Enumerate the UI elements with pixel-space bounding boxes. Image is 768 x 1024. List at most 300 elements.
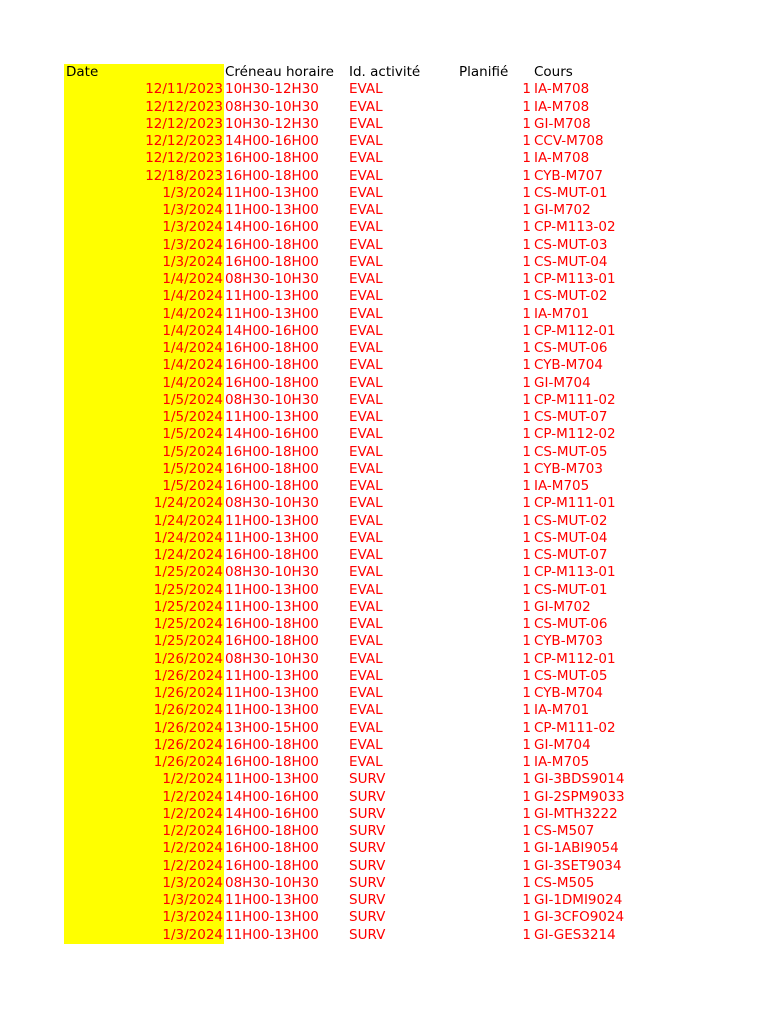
- table-row: [64, 909, 644, 926]
- cell-activite[interactable]: SURV: [349, 788, 386, 805]
- cell-planifie[interactable]: 1: [522, 616, 531, 632]
- cell-cours[interactable]: CP-M112-01: [534, 650, 616, 667]
- table-row: [64, 530, 644, 547]
- cell-cours[interactable]: IA-M708: [534, 150, 590, 167]
- cell-activite[interactable]: EVAL: [349, 374, 383, 391]
- table-row: [64, 392, 644, 409]
- cell-planifie[interactable]: 1: [522, 495, 531, 512]
- cell-activite[interactable]: EVAL: [349, 754, 383, 770]
- cell-planifie[interactable]: 1: [522, 685, 531, 701]
- cell-cours[interactable]: CS-MUT-04: [534, 529, 608, 546]
- cell-activite[interactable]: EVAL: [349, 667, 383, 684]
- cell-planifie[interactable]: 1: [522, 892, 531, 908]
- header-creneau[interactable]: Créneau horaire: [225, 64, 334, 80]
- cell-cours[interactable]: GI-3BDS9014: [534, 771, 625, 788]
- cell-planifie[interactable]: 1: [522, 719, 531, 736]
- cell-cours[interactable]: GI-3CFO9024: [534, 909, 625, 926]
- cell-planifie[interactable]: 1: [522, 426, 531, 443]
- cell-activite[interactable]: EVAL: [349, 702, 383, 719]
- table-row: [64, 271, 644, 288]
- cell-creneau[interactable]: 16H00-18H00: [225, 236, 319, 253]
- cell-planifie[interactable]: 1: [522, 322, 531, 339]
- cell-cours[interactable]: GI-M704: [534, 736, 591, 753]
- table-row: [64, 702, 644, 719]
- cell-date[interactable]: 1/5/2024: [64, 409, 224, 426]
- cell-planifie[interactable]: 1: [522, 184, 531, 201]
- cell-activite[interactable]: EVAL: [349, 340, 383, 356]
- cell-date[interactable]: 1/24/2024: [64, 530, 224, 547]
- cell-activite[interactable]: EVAL: [349, 357, 383, 374]
- cell-activite[interactable]: EVAL: [349, 616, 383, 632]
- cell-planifie[interactable]: 1: [522, 357, 531, 374]
- cell-activite[interactable]: EVAL: [349, 650, 383, 667]
- cell-date[interactable]: 12/11/2023: [64, 81, 224, 98]
- cell-planifie[interactable]: 1: [522, 460, 531, 477]
- cell-planifie[interactable]: 1: [522, 219, 531, 236]
- cell-creneau[interactable]: 14H00-16H00: [225, 788, 319, 805]
- cell-date[interactable]: 12/12/2023: [64, 133, 224, 150]
- cell-activite[interactable]: EVAL: [349, 271, 383, 287]
- cell-creneau[interactable]: 14H00-16H00: [225, 322, 319, 339]
- cell-activite[interactable]: EVAL: [349, 409, 383, 425]
- cell-cours[interactable]: CYB-M704: [534, 357, 603, 374]
- cell-date[interactable]: 1/26/2024: [64, 668, 224, 685]
- cell-creneau[interactable]: 14H00-16H00: [225, 805, 319, 822]
- cell-creneau[interactable]: 16H00-18H00: [225, 633, 319, 650]
- cell-cours[interactable]: IA-M705: [534, 754, 590, 770]
- cell-date[interactable]: 1/26/2024: [64, 702, 224, 719]
- cell-cours[interactable]: CP-M113-02: [534, 219, 616, 236]
- cell-creneau[interactable]: 11H00-13H00: [225, 771, 319, 788]
- cell-cours[interactable]: CS-MUT-01: [534, 184, 608, 201]
- header-date[interactable]: Date: [64, 64, 224, 81]
- cell-creneau[interactable]: 11H00-13H00: [225, 202, 319, 218]
- cell-planifie[interactable]: 1: [522, 340, 531, 356]
- cell-date[interactable]: 1/3/2024: [64, 254, 224, 271]
- cell-creneau[interactable]: 14H00-16H00: [225, 219, 319, 236]
- cell-creneau[interactable]: 16H00-18H00: [225, 150, 319, 167]
- cell-creneau[interactable]: 16H00-18H00: [225, 823, 319, 839]
- cell-date[interactable]: 1/2/2024: [64, 771, 224, 788]
- table-row: [64, 340, 644, 357]
- cell-cours[interactable]: CS-MUT-05: [534, 667, 608, 684]
- cell-cours[interactable]: CS-MUT-05: [534, 443, 608, 460]
- cell-cours[interactable]: GI-M702: [534, 598, 591, 615]
- cell-cours[interactable]: IA-M701: [534, 702, 590, 719]
- cell-date[interactable]: 1/25/2024: [64, 582, 224, 599]
- table-row: [64, 426, 644, 443]
- table-row: [64, 582, 644, 599]
- cell-activite[interactable]: EVAL: [349, 564, 383, 581]
- cell-cours[interactable]: CS-M505: [534, 874, 595, 891]
- cell-activite[interactable]: EVAL: [349, 167, 383, 184]
- cell-creneau[interactable]: 16H00-18H00: [225, 616, 319, 632]
- cell-cours[interactable]: CYB-M703: [534, 633, 603, 650]
- cell-date[interactable]: 1/3/2024: [64, 202, 224, 219]
- cell-date[interactable]: 1/4/2024: [64, 357, 224, 374]
- table-row: [64, 461, 644, 478]
- cell-activite[interactable]: EVAL: [349, 529, 383, 546]
- cell-date[interactable]: 1/2/2024: [64, 789, 224, 806]
- table-row: [64, 720, 644, 737]
- cell-date[interactable]: 1/3/2024: [64, 237, 224, 254]
- cell-date[interactable]: 1/5/2024: [64, 392, 224, 409]
- cell-activite[interactable]: SURV: [349, 771, 386, 788]
- cell-date[interactable]: 1/3/2024: [64, 892, 224, 909]
- cell-creneau[interactable]: 11H00-13H00: [225, 598, 319, 615]
- cell-cours[interactable]: GI-MTH3222: [534, 805, 618, 822]
- header-activite[interactable]: Id. activité: [349, 64, 421, 80]
- cell-date[interactable]: 12/12/2023: [64, 116, 224, 133]
- cell-creneau[interactable]: 11H00-13H00: [225, 184, 319, 201]
- cell-cours[interactable]: CS-MUT-07: [534, 409, 608, 425]
- cell-planifie[interactable]: 1: [522, 288, 531, 305]
- cell-cours[interactable]: GI-M702: [534, 202, 591, 218]
- cell-creneau[interactable]: 11H00-13H00: [225, 409, 319, 425]
- cell-cours[interactable]: GI-1DMI9024: [534, 892, 623, 908]
- table-row: [64, 789, 644, 806]
- cell-planifie[interactable]: 1: [522, 788, 531, 805]
- cell-activite[interactable]: EVAL: [349, 98, 383, 115]
- cell-cours[interactable]: CP-M111-01: [534, 495, 616, 512]
- cell-cours[interactable]: GI-M704: [534, 374, 591, 391]
- cell-activite[interactable]: SURV: [349, 805, 386, 822]
- cell-activite[interactable]: SURV: [349, 892, 386, 908]
- cell-cours[interactable]: IA-M705: [534, 478, 590, 494]
- cell-planifie[interactable]: 1: [522, 115, 531, 132]
- cell-creneau[interactable]: 14H00-16H00: [225, 426, 319, 443]
- cell-planifie[interactable]: 1: [522, 391, 531, 408]
- cell-planifie[interactable]: 1: [522, 805, 531, 822]
- cell-date[interactable]: 1/3/2024: [64, 927, 224, 944]
- cell-cours[interactable]: CYB-M703: [534, 460, 603, 477]
- cell-date[interactable]: 12/12/2023: [64, 99, 224, 116]
- cell-planifie[interactable]: 1: [522, 564, 531, 581]
- cell-creneau[interactable]: 13H00-15H00: [225, 719, 319, 736]
- cell-creneau[interactable]: 10H30-12H30: [225, 81, 319, 98]
- table-row: [64, 547, 644, 564]
- cell-cours[interactable]: CP-M111-02: [534, 391, 616, 408]
- cell-creneau[interactable]: 11H00-13H00: [225, 288, 319, 305]
- cell-cours[interactable]: CS-MUT-01: [534, 581, 608, 598]
- cell-cours[interactable]: GI-3SET9034: [534, 857, 622, 874]
- cell-planifie[interactable]: 1: [522, 857, 531, 874]
- cell-creneau[interactable]: 16H00-18H00: [225, 754, 319, 770]
- cell-cours[interactable]: IA-M708: [534, 98, 590, 115]
- cell-creneau[interactable]: 16H00-18H00: [225, 736, 319, 753]
- cell-activite[interactable]: EVAL: [349, 253, 383, 270]
- cell-activite[interactable]: EVAL: [349, 495, 383, 512]
- table-row: [64, 202, 644, 219]
- cell-creneau[interactable]: 08H30-10H30: [225, 650, 319, 667]
- cell-date[interactable]: 1/4/2024: [64, 271, 224, 288]
- table-row: [64, 564, 644, 581]
- cell-creneau[interactable]: 11H00-13H00: [225, 892, 319, 908]
- cell-activite[interactable]: EVAL: [349, 184, 383, 201]
- cell-activite[interactable]: EVAL: [349, 426, 383, 443]
- cell-creneau[interactable]: 11H00-13H00: [225, 909, 319, 926]
- table-row: [64, 892, 644, 909]
- cell-cours[interactable]: CS-M507: [534, 823, 595, 839]
- cell-planifie[interactable]: 1: [522, 754, 531, 770]
- cell-date[interactable]: 1/24/2024: [64, 495, 224, 512]
- cell-date[interactable]: 1/25/2024: [64, 616, 224, 633]
- cell-activite[interactable]: SURV: [349, 926, 386, 943]
- cell-creneau[interactable]: 08H30-10H30: [225, 874, 319, 891]
- cell-creneau[interactable]: 11H00-13H00: [225, 305, 319, 322]
- cell-date[interactable]: 1/4/2024: [64, 288, 224, 305]
- cell-date[interactable]: 1/2/2024: [64, 806, 224, 823]
- cell-date[interactable]: 1/4/2024: [64, 323, 224, 340]
- cell-date[interactable]: 1/5/2024: [64, 461, 224, 478]
- cell-planifie[interactable]: 1: [522, 840, 531, 857]
- cell-planifie[interactable]: 1: [522, 771, 531, 788]
- cell-date[interactable]: 1/3/2024: [64, 219, 224, 236]
- table-row: [64, 599, 644, 616]
- cell-planifie[interactable]: 1: [522, 512, 531, 529]
- cell-activite[interactable]: EVAL: [349, 115, 383, 132]
- cell-planifie[interactable]: 1: [522, 150, 531, 167]
- cell-creneau[interactable]: 11H00-13H00: [225, 702, 319, 719]
- cell-planifie[interactable]: 1: [522, 736, 531, 753]
- cell-date[interactable]: 1/25/2024: [64, 633, 224, 650]
- table-row: [64, 633, 644, 650]
- cell-cours[interactable]: CS-MUT-02: [534, 288, 608, 305]
- cell-creneau[interactable]: 08H30-10H30: [225, 391, 319, 408]
- table-row: [64, 513, 644, 530]
- cell-date[interactable]: 1/4/2024: [64, 340, 224, 357]
- cell-activite[interactable]: EVAL: [349, 443, 383, 460]
- cell-planifie[interactable]: 1: [522, 702, 531, 719]
- cell-activite[interactable]: EVAL: [349, 736, 383, 753]
- table-row: [64, 116, 644, 133]
- table-row: [64, 737, 644, 754]
- cell-cours[interactable]: CP-M111-02: [534, 719, 616, 736]
- cell-planifie[interactable]: 1: [522, 633, 531, 650]
- cell-planifie[interactable]: 1: [522, 98, 531, 115]
- cell-creneau[interactable]: 14H00-16H00: [225, 133, 319, 149]
- cell-date[interactable]: 1/2/2024: [64, 823, 224, 840]
- cell-cours[interactable]: CCV-M708: [534, 133, 604, 149]
- cell-cours[interactable]: CS-MUT-02: [534, 512, 608, 529]
- cell-planifie[interactable]: 1: [522, 409, 531, 425]
- cell-creneau[interactable]: 16H00-18H00: [225, 374, 319, 391]
- cell-creneau[interactable]: 11H00-13H00: [225, 926, 319, 943]
- cell-planifie[interactable]: 1: [522, 305, 531, 322]
- cell-activite[interactable]: EVAL: [349, 391, 383, 408]
- cell-cours[interactable]: CYB-M704: [534, 685, 603, 701]
- cell-cours[interactable]: CS-MUT-03: [534, 236, 608, 253]
- cell-creneau[interactable]: 11H00-13H00: [225, 512, 319, 529]
- cell-date[interactable]: 1/4/2024: [64, 375, 224, 392]
- cell-cours[interactable]: GI-1ABI9054: [534, 840, 619, 857]
- table-row: [64, 254, 644, 271]
- cell-cours[interactable]: CYB-M707: [534, 167, 603, 184]
- cell-date[interactable]: 1/3/2024: [64, 185, 224, 202]
- cell-activite[interactable]: EVAL: [349, 478, 383, 494]
- cell-date[interactable]: 1/26/2024: [64, 737, 224, 754]
- cell-activite[interactable]: EVAL: [349, 460, 383, 477]
- cell-creneau[interactable]: 10H30-12H30: [225, 115, 319, 132]
- cell-date[interactable]: 1/4/2024: [64, 306, 224, 323]
- cell-cours[interactable]: CP-M113-01: [534, 564, 616, 581]
- cell-planifie[interactable]: 1: [522, 478, 531, 494]
- cell-planifie[interactable]: 1: [522, 133, 531, 149]
- table-row: [64, 651, 644, 668]
- cell-planifie[interactable]: 1: [522, 253, 531, 270]
- cell-activite[interactable]: EVAL: [349, 598, 383, 615]
- cell-planifie[interactable]: 1: [522, 529, 531, 546]
- cell-planifie[interactable]: 1: [522, 874, 531, 891]
- cell-cours[interactable]: IA-M708: [534, 81, 590, 98]
- cell-creneau[interactable]: 16H00-18H00: [225, 478, 319, 494]
- cell-planifie[interactable]: 1: [522, 81, 531, 98]
- cell-creneau[interactable]: 16H00-18H00: [225, 253, 319, 270]
- cell-activite[interactable]: EVAL: [349, 719, 383, 736]
- cell-creneau[interactable]: 16H00-18H00: [225, 357, 319, 374]
- cell-cours[interactable]: CS-MUT-04: [534, 253, 608, 270]
- cell-activite[interactable]: EVAL: [349, 581, 383, 598]
- cell-cours[interactable]: IA-M701: [534, 305, 590, 322]
- cell-cours[interactable]: CS-MUT-07: [534, 547, 608, 563]
- cell-activite[interactable]: EVAL: [349, 547, 383, 563]
- cell-planifie[interactable]: 1: [522, 823, 531, 839]
- cell-planifie[interactable]: 1: [522, 374, 531, 391]
- table-row: [64, 840, 644, 857]
- cell-activite[interactable]: EVAL: [349, 685, 383, 701]
- cell-creneau[interactable]: 11H00-13H00: [225, 685, 319, 701]
- cell-creneau[interactable]: 16H00-18H00: [225, 460, 319, 477]
- cell-planifie[interactable]: 1: [522, 202, 531, 218]
- cell-date[interactable]: 1/5/2024: [64, 444, 224, 461]
- cell-date[interactable]: 12/18/2023: [64, 168, 224, 185]
- cell-date[interactable]: 1/3/2024: [64, 909, 224, 926]
- cell-planifie[interactable]: 1: [522, 667, 531, 684]
- table-row: [64, 375, 644, 392]
- cell-planifie[interactable]: 1: [522, 547, 531, 563]
- cell-planifie[interactable]: 1: [522, 581, 531, 598]
- table-row: [64, 616, 644, 633]
- header-planifie[interactable]: Planifié: [459, 64, 509, 80]
- cell-creneau[interactable]: 08H30-10H30: [225, 98, 319, 115]
- cell-activite[interactable]: SURV: [349, 874, 386, 891]
- table-row: [64, 237, 644, 254]
- cell-date[interactable]: 12/12/2023: [64, 150, 224, 167]
- table-row: [64, 323, 644, 340]
- cell-date[interactable]: 1/25/2024: [64, 564, 224, 581]
- cell-activite[interactable]: SURV: [349, 909, 386, 926]
- data-rows: [64, 81, 644, 944]
- table-row: [64, 185, 644, 202]
- table-row: [64, 754, 644, 771]
- cell-creneau[interactable]: 08H30-10H30: [225, 495, 319, 512]
- table-row: [64, 306, 644, 323]
- table-row: [64, 99, 644, 116]
- cell-date[interactable]: 1/2/2024: [64, 840, 224, 857]
- cell-date[interactable]: 1/26/2024: [64, 720, 224, 737]
- cell-activite[interactable]: SURV: [349, 840, 386, 857]
- cell-date[interactable]: 1/5/2024: [64, 478, 224, 495]
- table-row: [64, 668, 644, 685]
- cell-activite[interactable]: SURV: [349, 857, 386, 874]
- cell-activite[interactable]: EVAL: [349, 133, 383, 149]
- cell-planifie[interactable]: 1: [522, 167, 531, 184]
- cell-date[interactable]: 1/24/2024: [64, 547, 224, 564]
- table-row: [64, 806, 644, 823]
- cell-date[interactable]: 1/26/2024: [64, 651, 224, 668]
- cell-creneau[interactable]: 08H30-10H30: [225, 271, 319, 287]
- cell-activite[interactable]: EVAL: [349, 81, 383, 98]
- cell-creneau[interactable]: 16H00-18H00: [225, 840, 319, 857]
- cell-planifie[interactable]: 1: [522, 236, 531, 253]
- cell-creneau[interactable]: 08H30-10H30: [225, 564, 319, 581]
- header-cours[interactable]: Cours: [534, 64, 573, 80]
- cell-creneau[interactable]: 11H00-13H00: [225, 667, 319, 684]
- cell-date[interactable]: 1/3/2024: [64, 875, 224, 892]
- cell-date[interactable]: 1/26/2024: [64, 754, 224, 771]
- cell-creneau[interactable]: 16H00-18H00: [225, 857, 319, 874]
- cell-activite[interactable]: EVAL: [349, 202, 383, 218]
- cell-planifie[interactable]: 1: [522, 598, 531, 615]
- cell-planifie[interactable]: 1: [522, 650, 531, 667]
- cell-cours[interactable]: GI-M708: [534, 115, 591, 132]
- cell-cours[interactable]: CP-M112-01: [534, 322, 616, 339]
- cell-date[interactable]: 1/24/2024: [64, 513, 224, 530]
- cell-creneau[interactable]: 16H00-18H00: [225, 167, 319, 184]
- cell-activite[interactable]: EVAL: [349, 305, 383, 322]
- cell-cours[interactable]: GI-2SPM9033: [534, 788, 625, 805]
- cell-creneau[interactable]: 16H00-18H00: [225, 443, 319, 460]
- cell-cours[interactable]: CP-M112-02: [534, 426, 616, 443]
- cell-activite[interactable]: EVAL: [349, 219, 383, 236]
- cell-cours[interactable]: GI-GES3214: [534, 926, 616, 943]
- table-row: [64, 495, 644, 512]
- table-row: [64, 927, 644, 944]
- table-row: [64, 81, 644, 98]
- cell-activite[interactable]: EVAL: [349, 322, 383, 339]
- cell-creneau[interactable]: 11H00-13H00: [225, 581, 319, 598]
- table-row: [64, 875, 644, 892]
- cell-cours[interactable]: CS-MUT-06: [534, 340, 608, 356]
- cell-planifie[interactable]: 1: [522, 271, 531, 287]
- table-row: [64, 288, 644, 305]
- cell-activite[interactable]: EVAL: [349, 150, 383, 167]
- cell-activite[interactable]: EVAL: [349, 512, 383, 529]
- table-row: [64, 771, 644, 788]
- table-row: [64, 685, 644, 702]
- cell-date[interactable]: 1/25/2024: [64, 599, 224, 616]
- table-row: [64, 409, 644, 426]
- cell-creneau[interactable]: 16H00-18H00: [225, 340, 319, 356]
- cell-cours[interactable]: CS-MUT-06: [534, 616, 608, 632]
- table-row: [64, 823, 644, 840]
- cell-date[interactable]: 1/2/2024: [64, 858, 224, 875]
- cell-cours[interactable]: CP-M113-01: [534, 271, 616, 287]
- cell-activite[interactable]: EVAL: [349, 288, 383, 305]
- cell-planifie[interactable]: 1: [522, 443, 531, 460]
- cell-planifie[interactable]: 1: [522, 926, 531, 943]
- cell-creneau[interactable]: 11H00-13H00: [225, 529, 319, 546]
- cell-date[interactable]: 1/26/2024: [64, 685, 224, 702]
- cell-activite[interactable]: EVAL: [349, 633, 383, 650]
- cell-planifie[interactable]: 1: [522, 909, 531, 926]
- cell-date[interactable]: 1/5/2024: [64, 426, 224, 443]
- table-row: [64, 219, 644, 236]
- cell-activite[interactable]: SURV: [349, 823, 386, 839]
- cell-activite[interactable]: EVAL: [349, 236, 383, 253]
- table-row: [64, 444, 644, 461]
- cell-creneau[interactable]: 16H00-18H00: [225, 547, 319, 563]
